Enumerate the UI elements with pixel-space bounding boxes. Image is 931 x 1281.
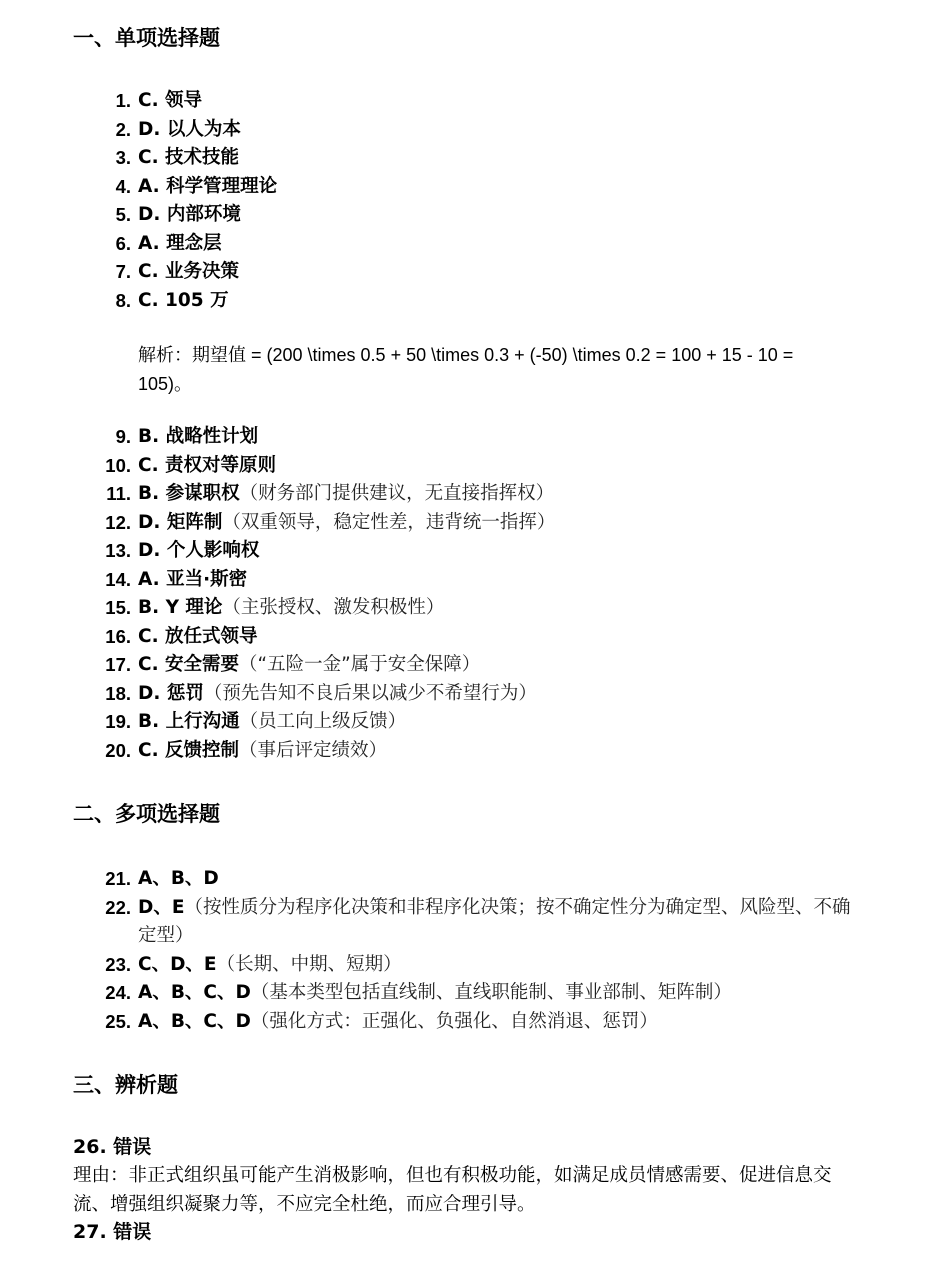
item-answer: D. 惩罚 <box>138 682 204 704</box>
item-note: （长期、中期、短期） <box>216 953 402 975</box>
item-number: 25. <box>105 1010 131 1032</box>
analysis-paragraph: 解析：期望值 = (200 \times 0.5 + 50 \times 0.3 + (-50) \times 0.2 = 100 + 15 - 10 = 105)。 <box>138 345 794 394</box>
multiple-choice-list <box>0 865 931 1036</box>
list-item <box>0 144 931 173</box>
item-number: 4. <box>115 175 131 197</box>
item-answer: D、E <box>138 896 185 918</box>
list-item <box>0 452 931 481</box>
list-item <box>0 116 931 145</box>
item-note: （员工向上级反馈） <box>239 711 407 732</box>
section-title-single-choice: 一、单项选择题 <box>73 26 220 50</box>
item-note: （基本类型包括直线制、直线职能制、事业部制、矩阵制） <box>250 982 732 1003</box>
item-number: 6. <box>115 232 131 254</box>
list-item <box>0 258 931 287</box>
item-number: 1. <box>115 90 131 111</box>
item-answer: A、B、D <box>138 868 219 889</box>
item-number: 11. <box>106 483 131 504</box>
list-item <box>0 173 931 202</box>
list-item <box>0 594 931 623</box>
item-answer: A. 理念层 <box>138 232 222 254</box>
item-note: （强化方式：正强化、负强化、自然消退、惩罚） <box>250 1010 658 1032</box>
single-choice-list-part-b <box>0 423 931 765</box>
item-answer: A、B、C、D <box>138 1010 251 1032</box>
item-note: （“五险一金”属于安全保障） <box>239 654 481 675</box>
item-number: 9. <box>115 426 131 447</box>
item-number: 8. <box>115 289 131 311</box>
item-number: 23. <box>105 953 131 975</box>
item-answer: C. 反馈控制 <box>138 739 240 761</box>
list-item <box>0 201 931 230</box>
item-answer: B. Y 理论 <box>138 597 223 618</box>
list-item <box>0 894 931 951</box>
list-item <box>0 623 931 652</box>
item-note: （按性质分为程序化决策和非程序化决策；按不确定性分为确定型、风险型、不确定型） <box>138 896 851 946</box>
item-number: 18. <box>105 682 131 704</box>
list-item <box>0 509 931 538</box>
list-item <box>0 423 931 452</box>
item-answer: C. 105 万 <box>138 289 229 311</box>
list-item <box>0 651 931 680</box>
item-note: （财务部门提供建议，无直接指挥权） <box>239 483 555 504</box>
item-number: 7. <box>115 261 131 282</box>
item-number: 22. <box>105 896 131 918</box>
item-number: 10. <box>105 454 131 476</box>
item-number: 17. <box>105 654 131 675</box>
list-item <box>0 87 931 116</box>
q26-title: 26. 错误 <box>73 1136 152 1158</box>
list-item <box>0 951 931 980</box>
item-answer: B. 战略性计划 <box>138 426 259 447</box>
list-item <box>0 480 931 509</box>
item-number: 3. <box>115 147 131 168</box>
item-answer: A. 亚当·斯密 <box>138 568 248 590</box>
item-answer: B. 上行沟通 <box>138 711 240 732</box>
list-item <box>0 230 931 259</box>
item-answer: C. 安全需要 <box>138 654 240 675</box>
section-title-multiple-choice: 二、多项选择题 <box>73 802 220 826</box>
item-answer: D. 内部环境 <box>138 204 241 225</box>
item-answer: C. 业务决策 <box>138 261 240 282</box>
item-number: 21. <box>105 868 131 889</box>
item-number: 15. <box>105 597 131 618</box>
list-item <box>0 287 931 316</box>
list-item <box>0 566 931 595</box>
item-note: （主张授权、激发积极性） <box>222 597 445 618</box>
item-answer: B. 参谋职权 <box>138 483 240 504</box>
item-number: 16. <box>105 625 131 647</box>
item-note: （预先告知不良后果以减少不希望行为） <box>203 682 537 704</box>
list-item <box>0 865 931 894</box>
item-number: 5. <box>115 204 131 225</box>
item-number: 13. <box>105 540 131 561</box>
item-answer: C、D、E <box>138 953 217 975</box>
item-answer: C. 责权对等原则 <box>138 454 277 476</box>
item-number: 12. <box>105 511 131 533</box>
list-item <box>0 708 931 737</box>
item-number: 20. <box>105 739 131 761</box>
q26-reason: 理由：非正式组织虽可能产生消极影响，但也有积极功能，如满足成员情感需要、促进信息交流、增强组织凝聚力等，不应完全杜绝，而应合理引导。 <box>73 1165 832 1215</box>
item-answer: D. 以人为本 <box>138 118 241 140</box>
item-answer: A、B、C、D <box>138 982 251 1003</box>
item-answer: A. 科学管理理论 <box>138 175 278 197</box>
list-item <box>0 1008 931 1037</box>
item-number: 19. <box>105 711 131 732</box>
item-answer: D. 矩阵制 <box>138 511 223 533</box>
item-answer: C. 技术技能 <box>138 147 240 168</box>
single-choice-list-part-a <box>0 87 931 315</box>
q27-title: 27. 错误 <box>73 1221 152 1243</box>
list-item <box>0 737 931 766</box>
item-number: 2. <box>115 118 131 140</box>
list-item <box>0 979 931 1008</box>
item-note: （双重领导，稳定性差，违背统一指挥） <box>222 511 556 533</box>
item-answer: C. 领导 <box>138 90 203 111</box>
list-item <box>0 537 931 566</box>
item-answer: C. 放任式领导 <box>138 625 258 647</box>
item-number: 14. <box>105 568 131 590</box>
section-title-discrimination: 三、辨析题 <box>73 1073 178 1097</box>
item-note: （事后评定绩效） <box>239 739 388 761</box>
list-item <box>0 680 931 709</box>
item-answer: D. 个人影响权 <box>138 540 260 561</box>
item-number: 24. <box>105 982 131 1003</box>
